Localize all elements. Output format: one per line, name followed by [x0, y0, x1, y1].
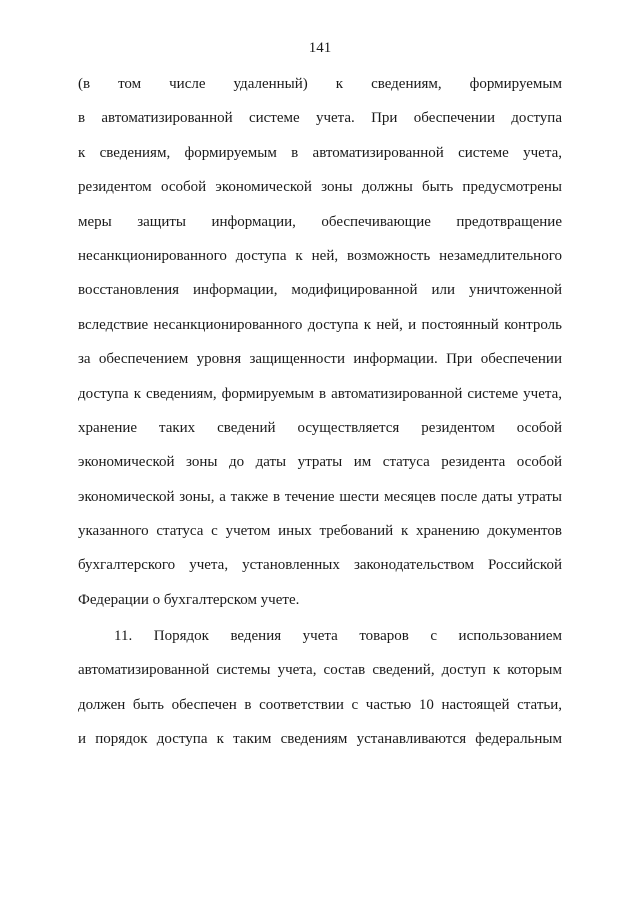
text-line: автоматизированной системы учета, состав сведений, доступ к которым [78, 662, 562, 679]
text-line: в автоматизированной системе учета. При обеспечении доступа [78, 110, 562, 127]
text-line: хранение таких сведений осуществляется резидентом особой [78, 419, 562, 436]
text-line: экономической зоны, а также в течение шести месяцев после даты утраты [78, 488, 562, 505]
page-number: 141 [308, 40, 332, 56]
text-line: за обеспечением уровня защищенности информации. При обеспечении [78, 351, 562, 368]
text-line: к сведениям, формируемым в автоматизированной системе учета, [78, 144, 562, 161]
text-line: меры защиты информации, обеспечивающие предотвращение [78, 213, 562, 230]
text-line: (в том числе удаленный) к сведениям, формируемым [78, 76, 562, 92]
text-line: Федерации о бухгалтерском учете. [78, 591, 300, 608]
text-line: 11. Порядок ведения учета товаров с использованием [114, 628, 562, 644]
paragraph-continued [78, 74, 562, 624]
text-line: указанного статуса с учетом иных требований к хранению документов [78, 523, 562, 540]
paragraph-11 [78, 626, 562, 764]
text-line: бухгалтерского учета, установленных законодательством Российской [78, 557, 562, 574]
text-line: экономической зоны до даты утраты им статуса резидента особой [78, 454, 562, 471]
text-line: вследствие несанкционированного доступа к ней, и постоянный контроль [78, 316, 562, 333]
text-line: несанкционированного доступа к ней, возможность незамедлительного [78, 247, 562, 264]
text-line: резидентом особой экономической зоны должны быть предусмотрены [78, 179, 562, 196]
text-line: восстановления информации, модифицированной или уничтоженной [78, 282, 562, 299]
text-line: должен быть обеспечен в соответствии с частью 10 настоящей статьи, [78, 696, 562, 713]
text-line: и порядок доступа к таким сведениям устанавливаются федеральным [78, 731, 562, 748]
text-line: доступа к сведениям, формируемым в автоматизированной системе учета, [78, 385, 562, 402]
